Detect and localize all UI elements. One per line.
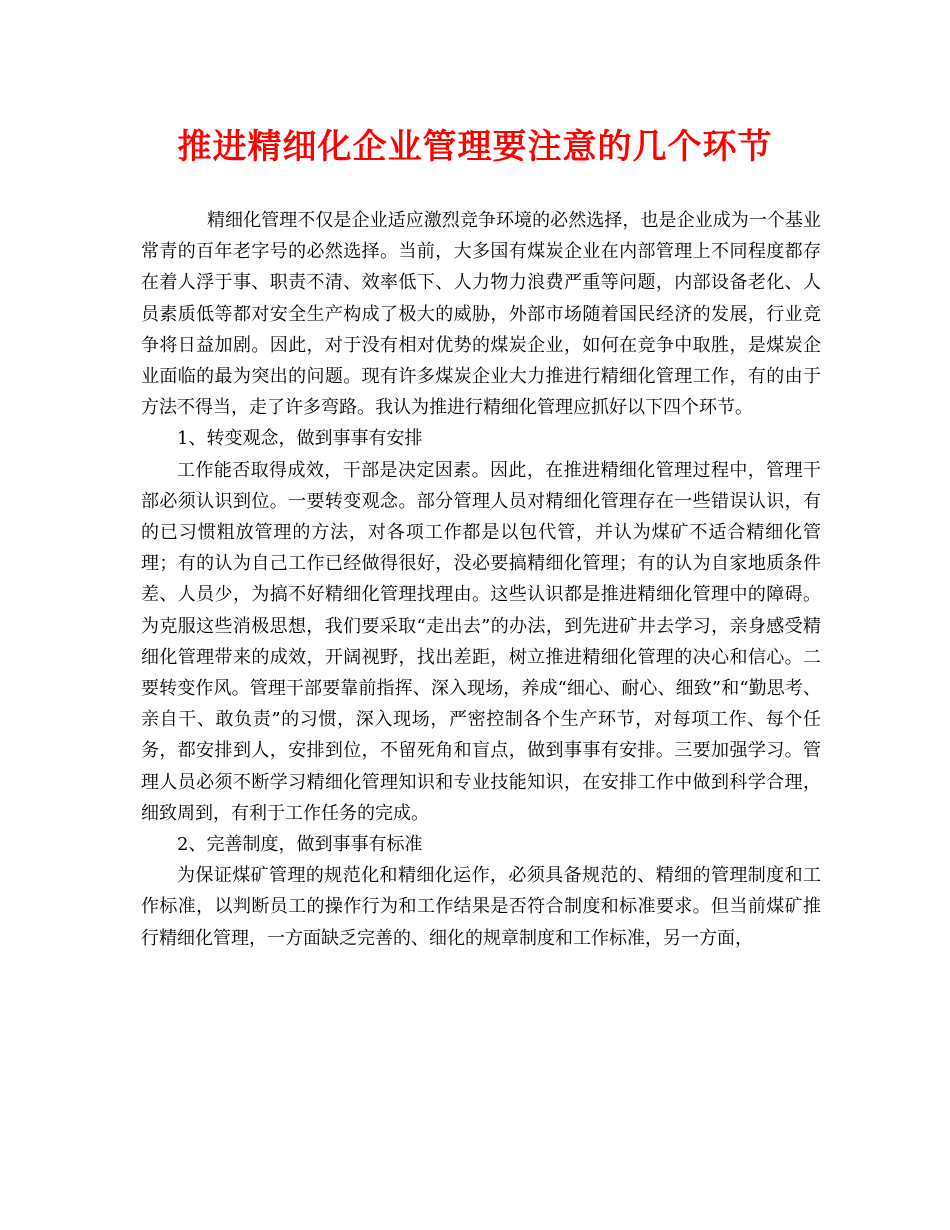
intro-paragraph: 精细化管理不仅是企业适应激烈竞争环境的必然选择，也是企业成为一个基业常青的百年老字号的必然选择。当前，大多国有煤炭企业在内部管理上不同程度都存在着人浮于事、职责不清、效率低下、人力物力浪费严重等问题，内部设备老化、人员素质低等都对安全生产构成了极大的威胁，外部市场随着国民经济的发展，行业竞争将日益加剧。因此，对于没有相对优势的煤炭企业，如何在竞争中取胜，是煤炭企业面临的最为突出的问题。现有许多煤炭企业大力推进行精细化管理工作，有的由于方法不得当，走了许多弯路。我认为推进行精细化管理应抓好以下四个环节。 bbox=[141, 210, 821, 419]
section-1-paragraph: 工作能否取得成效，干部是决定因素。因此，在推进精细化管理过程中，管理干部必须认识到位。一要转变观念。部分管理人员对精细化管理存在一些错误认识，有的已习惯粗放管理的方法，对各项工作都是以包代管，并认为煤矿不适合精细化管理；有的认为自己工作已经做得很好，没必要搞精细化管理；有的认为自家地质条件差、人员少，为搞不好精细化管理找理由。这些认识都是推进精细化管理中的障碍。为克服这些消极思想，我们要采取“走出去”的办法，到先进矿井去学习，亲身感受精细化管理带来的成效，开阔视野，找出差距，树立推进精细化管理的决心和信心。二要转变作风。管理干部要靠前指挥、深入现场，养成“细心、耐心、细致”和“勤思考、亲自干、敢负责”的习惯，深入现场，严密控制各个生产环节，对每项工作、每个任务，都安排到人，安排到位，不留死角和盲点，做到事事有安排。三要加强学习。管理人员必须不断学习精细化管理知识和专业技能知识，在安排工作中做到科学合理，细致周到，有利于工作任务的完成。 bbox=[141, 459, 821, 824]
document-body bbox=[141, 205, 821, 954]
section-heading-1: 1、转变观念，做到事事有安排 bbox=[177, 428, 423, 450]
document-title: 推进精细化企业管理要注意的几个环节 bbox=[177, 127, 773, 167]
section-heading-2: 2、完善制度，做到事事有标准 bbox=[177, 834, 423, 856]
section-2-paragraph: 为保证煤矿管理的规范化和精细化运作，必须具备规范的、精细的管理制度和工作标准，以判断员工的操作行为和工作结果是否符合制度和标准要求。但当前煤矿推行精细化管理，一方面缺乏完善的、细化的规章制度和工作标准，另一方面， bbox=[141, 865, 821, 949]
